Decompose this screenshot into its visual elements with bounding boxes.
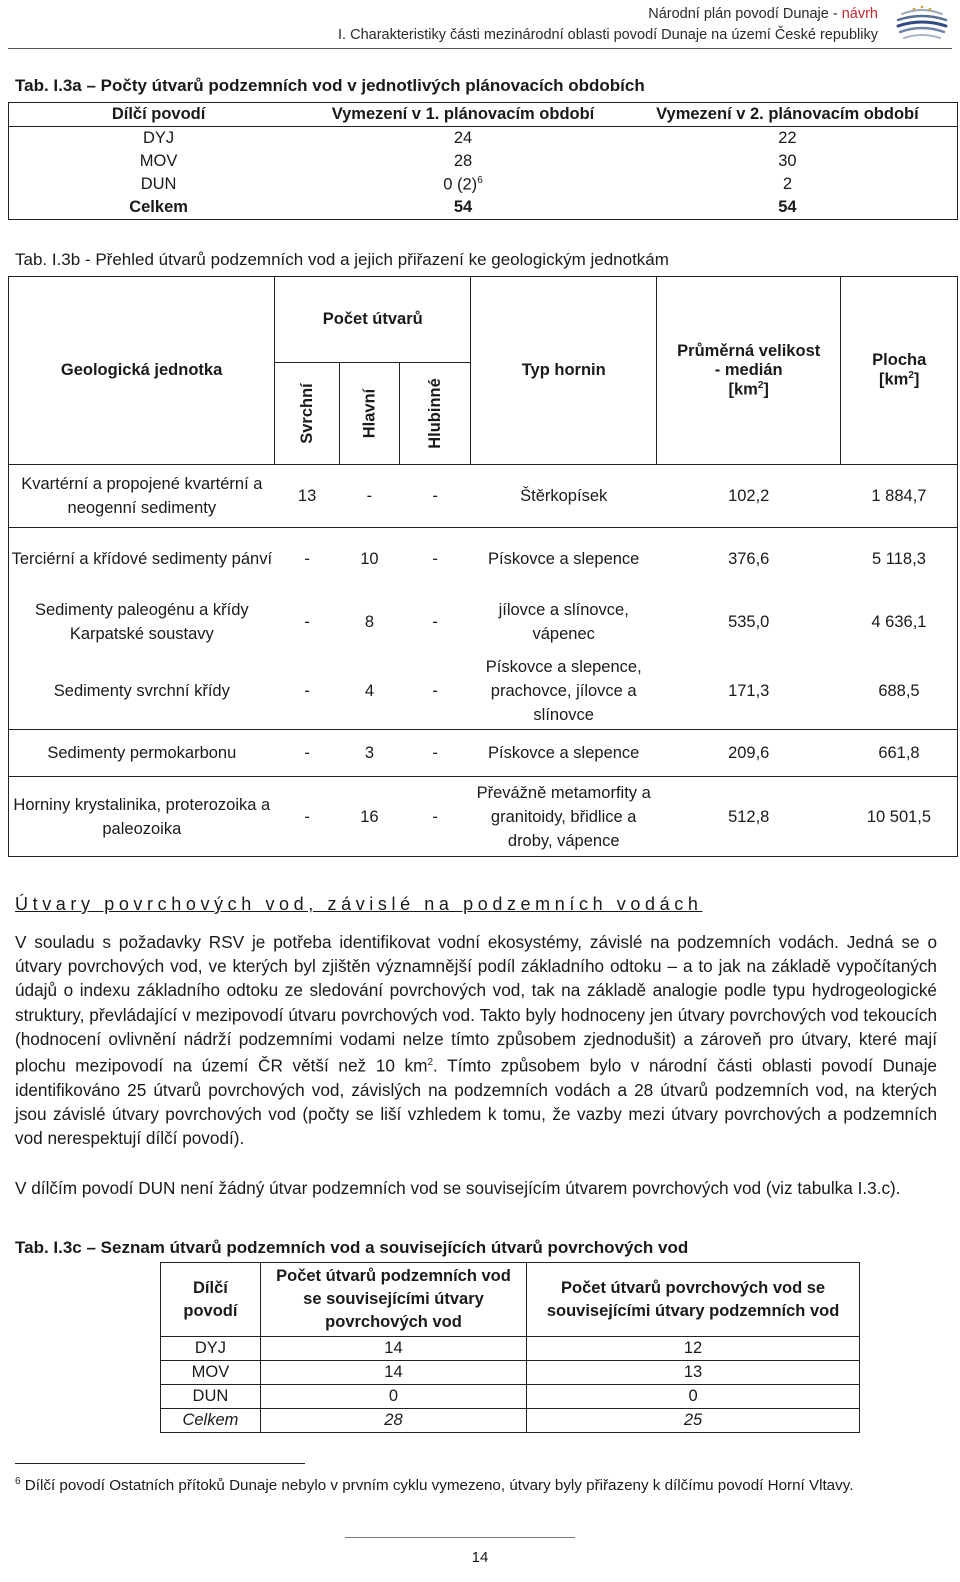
table-row <box>9 173 958 196</box>
table-row <box>9 730 958 777</box>
header-avg-size: Průměrná velikost - medián $[km^2]$ <box>657 277 841 465</box>
table-cell: Převážně metamorfity a granitoidy, břidlice a droby, vápence <box>471 777 657 857</box>
table-row <box>161 1361 860 1385</box>
table-row <box>9 777 958 857</box>
header-area: Plocha $[km^2]$ <box>841 277 958 465</box>
header-line-2: I. Charakteristiky části mezinárodní oblasti povodí Dunaje na území České republiky <box>338 27 878 43</box>
table-cell: 54 <box>308 196 618 220</box>
table-cell: 102,2 <box>657 465 841 528</box>
header-rock-type: Typ hornin <box>471 277 657 465</box>
table-row <box>9 127 958 151</box>
table-cell: 28 <box>260 1409 526 1433</box>
table-cell: 13 <box>527 1361 860 1385</box>
draft-label: návrh <box>841 6 878 22</box>
table-cell: 3 <box>340 730 400 777</box>
table-cell: 0 <box>527 1385 860 1409</box>
table-cell: - <box>432 550 438 569</box>
table-cell: 0 <box>260 1385 526 1409</box>
header-svrchni: Svrchní <box>275 363 340 465</box>
table-a-header-period-1: Vymezení v 1. plánovacím období <box>308 103 618 127</box>
page-number: 14 <box>471 1549 489 1566</box>
table-a <box>8 102 958 220</box>
table-cell: - <box>399 777 471 857</box>
table-cell: 14 <box>260 1361 526 1385</box>
header-hlavni: Hlavní <box>340 363 400 465</box>
table-cell: DYJ <box>9 127 309 151</box>
table-cell: 30 <box>618 150 958 173</box>
table-row <box>161 1337 860 1361</box>
table-cell: DUN <box>9 173 309 196</box>
header-hlubinne: Hlubinné <box>399 363 471 465</box>
section-title: Útvary povrchových vod, závislé na podzemních vodách <box>15 894 703 914</box>
table-cell: Pískovce a slepence <box>471 730 657 777</box>
table-cell: 12 <box>527 1337 860 1361</box>
table-cell: 8 <box>364 613 375 631</box>
footer-divider <box>345 1537 575 1538</box>
wave-logo-icon <box>894 4 950 46</box>
table-row <box>9 528 958 591</box>
table-cell: - <box>304 613 310 631</box>
table-cell: 14 <box>260 1337 526 1361</box>
table-row <box>9 465 958 528</box>
table-cell: Terciérní a křídové sedimenty pánví <box>9 528 275 591</box>
table-a-header-povodi: Dílčí povodí <box>9 103 309 127</box>
paragraph-1: V souladu s požadavky RSV je potřeba identifikovat vodní ekosystémy, závislé na podzemních vodách. Jedná se o útvary povrchových vod, ve kterých byl zjištěn významnější podíl základního odtoku – a to jak na základě vypočítaných údajů o indexu základního odtoku ze sledování povrchových vod, tak na základě analogie podle typu hydrogeologické struktury, převládající v mezipovodí útvaru povrchových vod. Takto byly hodnoceny jen útvary povrchových vod tekoucích (hodnocení ovlivnění nádrží podzemními vodami nelze tímto způsobem zjednodušit) a zároveň pro útvary, které mají plochu mezipovodí na území ČR větší než 10 $km^2$. Tímto způsobem bylo v národní části oblasti povodí Dunaje identifikováno 25 útvarů povrchových vod, závislých na podzemních vodách a 28 útvarů podzemních vod, na kterých jsou závislé útvary povrchových vod (počty se liší vzhledem k tomu, že vazby mezi útvary povrchových a podzemních vod nerespektují dílčí povodí). <box>15 932 937 1149</box>
table-cell: 0 $(2)^6$ <box>443 174 483 194</box>
table-cell: - <box>275 730 340 777</box>
table-cell: - <box>432 613 438 631</box>
table-cell: 10 <box>360 550 379 569</box>
table-cell: - <box>275 654 340 730</box>
page-header <box>338 4 878 46</box>
table-row <box>9 591 958 654</box>
footnote-ref: 6 <box>477 174 483 186</box>
table-cell: 54 <box>618 196 958 220</box>
table-cell: 5 118,3 <box>841 528 958 591</box>
table-cell: Celkem <box>161 1409 261 1433</box>
table-c-header-povodi: Dílčí povodí <box>161 1263 261 1337</box>
table-row <box>9 150 958 173</box>
footnote-divider <box>15 1463 305 1464</box>
table-cell: 209,6 <box>657 730 841 777</box>
table-cell: Pískovce a slepence, prachovce, jílovce a slínovce <box>471 654 657 730</box>
table-a-header-period-2: Vymezení v 2. plánovacím období <box>618 103 958 127</box>
table-cell: Kvartérní a propojené kvartérní a neogenní sedimenty <box>9 465 275 528</box>
table-cell: 4 <box>340 654 400 730</box>
table-cell: 10 501,5 <box>841 777 958 857</box>
table-cell: 171,3 <box>657 654 841 730</box>
table-c-caption: Tab. I.3c – Seznam útvarů podzemních vod a souvisejících útvarů povrchových vod <box>15 1238 689 1257</box>
table-cell: DUN <box>161 1385 261 1409</box>
footnote-number: 6 <box>15 1476 21 1487</box>
header-divider <box>8 48 952 49</box>
table-cell: 13 <box>275 465 340 528</box>
table-cell: - <box>399 730 471 777</box>
table-cell: 4 636,1 <box>841 591 958 654</box>
table-cell: 22 <box>618 127 958 151</box>
table-row-total <box>9 196 958 220</box>
table-cell: MOV <box>9 150 309 173</box>
table-b-caption: Tab. I.3b - Přehled útvarů podzemních vod a jejich přiřazení ke geologickým jednotkám <box>15 250 669 269</box>
table-cell: Sedimenty permokarbonu <box>9 730 275 777</box>
table-cell: Sedimenty svrchní křídy <box>9 654 275 730</box>
table-cell: 28 <box>453 152 473 170</box>
table-cell: jílovce a slínovce, vápenec <box>498 601 629 643</box>
table-cell: - <box>399 465 471 528</box>
table-cell: Celkem <box>9 196 309 220</box>
table-row <box>9 654 958 730</box>
table-c-header-groundwater: Počet útvarů podzemních vod se souvisejícími útvary povrchových vod <box>260 1263 526 1337</box>
table-cell: Horniny krystalinika, proterozoika a paleozoika <box>9 777 275 857</box>
header-count: Počet útvarů <box>275 277 471 363</box>
table-cell: - <box>340 465 400 528</box>
table-cell: 535,0 <box>728 613 770 631</box>
table-row-total <box>161 1409 860 1433</box>
table-cell: - <box>304 550 310 569</box>
table-cell: - <box>275 777 340 857</box>
footnote: $^6$ Dílčí povodí Ostatních přítoků Dunaje nebylo v prvním cyklu vymezeno, útvary byly přiřazeny k dílčímu povodí Horní Vltavy. <box>15 1476 854 1495</box>
table-b <box>8 276 958 857</box>
table-cell: 376,6 <box>728 550 770 569</box>
table-cell: 24 <box>308 127 618 151</box>
table-cell: - <box>399 654 471 730</box>
table-cell: Pískovce a slepence <box>488 550 640 569</box>
table-a-caption: Tab. I.3a – Počty útvarů podzemních vod v jednotlivých plánovacích obdobích <box>15 76 645 95</box>
table-cell: 16 <box>340 777 400 857</box>
table-cell: DYJ <box>161 1337 261 1361</box>
table-row <box>161 1385 860 1409</box>
header-geologic-unit: Geologická jednotka <box>9 277 275 465</box>
table-cell: 25 <box>527 1409 860 1433</box>
table-c <box>160 1262 860 1433</box>
table-cell: 512,8 <box>657 777 841 857</box>
paragraph-2: V dílčím povodí DUN není žádný útvar podzemních vod se souvisejícím útvarem povrchových vod (viz tabulka I.3.c). <box>15 1178 901 1198</box>
header-line-1: Národní plán povodí Dunaje - návrh <box>648 6 878 22</box>
table-cell: 661,8 <box>841 730 958 777</box>
table-cell: Štěrkopísek <box>471 465 657 528</box>
table-cell: MOV <box>161 1361 261 1385</box>
table-cell: 2 <box>618 173 958 196</box>
table-cell: 688,5 <box>841 654 958 730</box>
table-cell: Sedimenty paleogénu a křídy Karpatské soustavy <box>9 591 275 654</box>
table-cell: 1 884,7 <box>841 465 958 528</box>
table-c-header-surface: Počet útvarů povrchových vod se souvisejícími útvary podzemních vod <box>527 1263 860 1337</box>
